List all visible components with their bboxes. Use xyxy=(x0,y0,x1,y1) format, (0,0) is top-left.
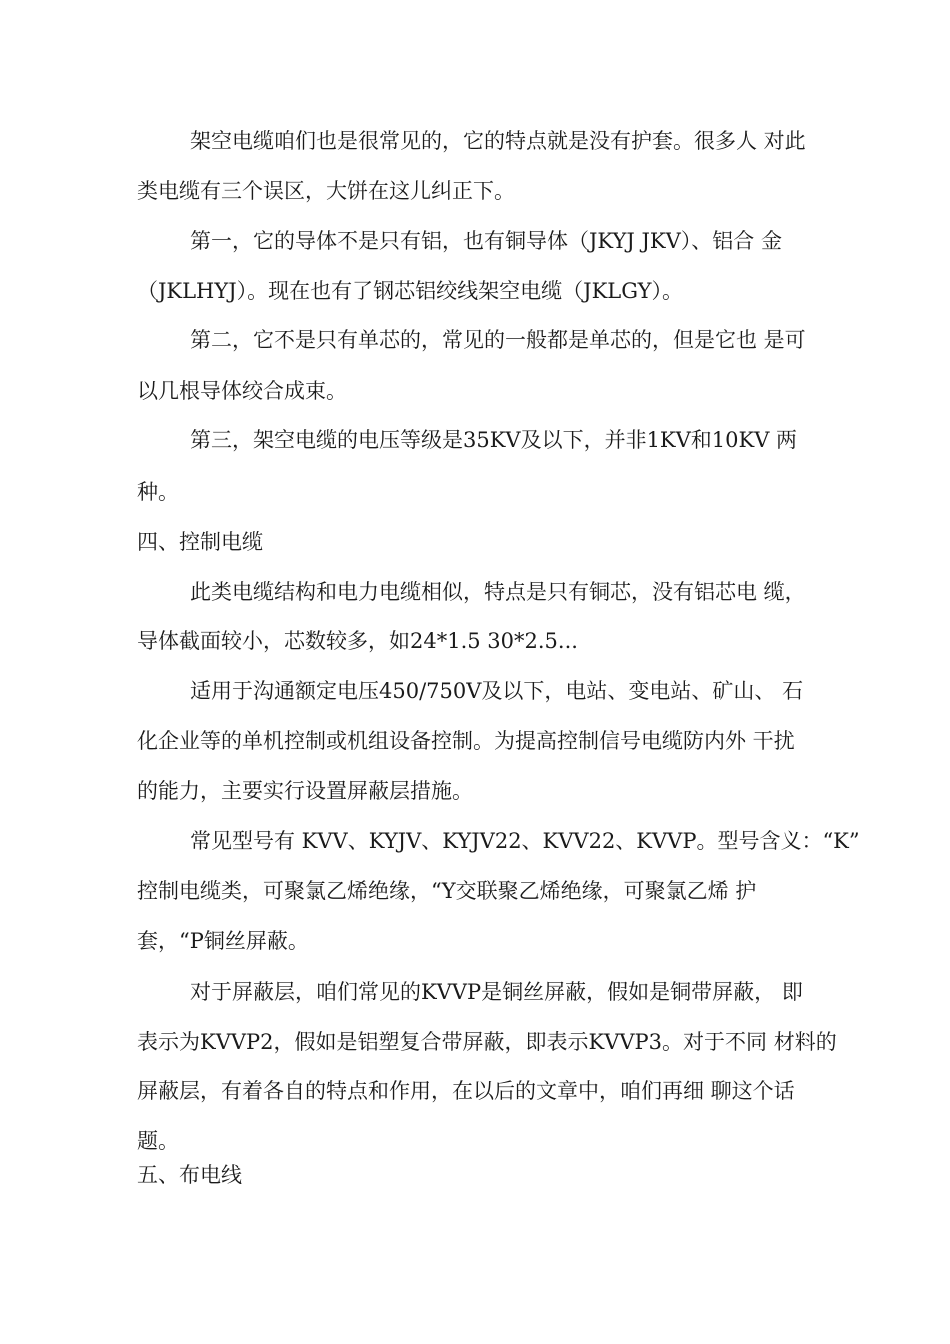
paragraph-line-19: 表示为KVVP2，假如是铝塑复合带屏蔽，即表示KVVP3。对于不同 材料的 xyxy=(137,1030,837,1054)
paragraph-line-1: 架空电缆咱们也是很常见的，它的特点就是没有护套。很多人 对此 xyxy=(190,129,806,153)
paragraph-line-11: 导体截面较小，芯数较多，如24*1.5 30*2.5... xyxy=(137,629,578,653)
paragraph-line-21: 题。 xyxy=(137,1129,179,1153)
paragraph-line-4: （JKLHYJ）。现在也有了钢芯铝绞线架空电缆（JKLGY）。 xyxy=(137,279,683,303)
paragraph-line-17: 套，“P铜丝屏蔽。 xyxy=(137,929,309,953)
paragraph-line-3: 第一，它的导体不是只有铝，也有铜导体（JKYJ JKV）、铝合 金 xyxy=(190,229,782,253)
paragraph-line-18: 对于屏蔽层，咱们常见的KVVP是铜丝屏蔽，假如是铜带屏蔽， 即 xyxy=(190,980,803,1004)
paragraph-line-20: 屏蔽层，有着各自的特点和作用，在以后的文章中，咱们再细 聊这个话 xyxy=(137,1079,795,1103)
paragraph-line-10: 此类电缆结构和电力电缆相似，特点是只有铜芯，没有铝芯电 缆， xyxy=(190,580,806,604)
paragraph-line-7: 第三，架空电缆的电压等级是35KV及以下，并非1KV和10KV 两 xyxy=(190,428,798,452)
paragraph-line-15: 常见型号有 KVV、KYJV、KYJV22、KVV22、KVVP。型号含义：“K” xyxy=(190,829,860,853)
paragraph-line-12: 适用于沟通额定电压450/750V及以下，电站、变电站、矿山、 石 xyxy=(190,679,804,703)
paragraph-line-13: 化企业等的单机控制或机组设备控制。为提高控制信号电缆防内外 干扰 xyxy=(137,729,795,753)
paragraph-line-8: 种。 xyxy=(137,480,179,504)
paragraph-line-2: 类电缆有三个误区，大饼在这儿纠正下。 xyxy=(137,179,515,203)
paragraph-line-5: 第二，它不是只有单芯的，常见的一般都是单芯的，但是它也 是可 xyxy=(190,328,806,352)
paragraph-line-6: 以几根导体绞合成束。 xyxy=(137,379,347,403)
paragraph-line-16: 控制电缆类，可聚氯乙烯绝缘，“Y交联聚乙烯绝缘，可聚氯乙烯 护 xyxy=(137,879,757,903)
paragraph-line-14: 的能力，主要实行设置屏蔽层措施。 xyxy=(137,779,473,803)
section-heading-wiring-cable: 五、布电线 xyxy=(137,1163,242,1187)
section-heading-control-cable: 四、控制电缆 xyxy=(137,530,263,554)
